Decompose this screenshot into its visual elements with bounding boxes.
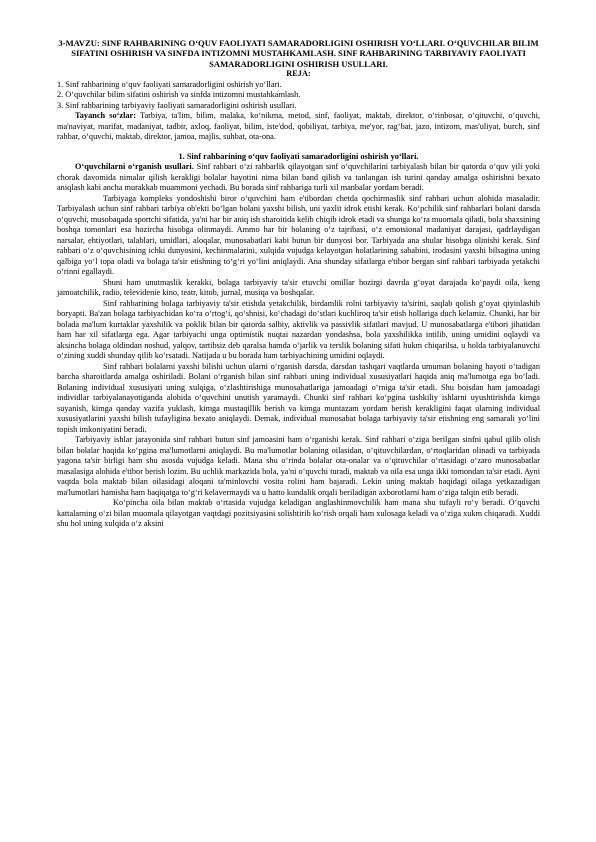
body-paragraph: Sinf rahbari bolalarni yaxshi bilishi uchun ularni o‘rganish darsda, darsdan tashqari vaqtlarda umuman bolaning hayoti o‘tadigan barcha sharoitlarda amalga oshiriladi. Bolani o‘rganish bilan sinf rahbari uning individual xususiyatlari haqida aniq ma'lumotga ega bo‘ladi. Bolaning individual xususiyati uning xulqiga, o‘zlashtirishiga munosabatlariga jamoadagi o‘rniga ta'sir etadi. Shu boisdan ham jamoadagi individlar tarbiyalanayotiganda alohida o‘quvchini unutish yaramaydi. Chunki sinf rahbari ko‘pgina tashkiliy ishlarni uyushtirishda kimga suyanish, kimga qanday vazifa yuklash, kimga mustaqillik berish va kimga muntazam yordam berish kerakligini faqat ularning individual xususiyatlarini yaxshi bilish tufayligina bexato aniqlaydi. Demak, individual munosabat bolaga tarbiyaviy ta'sir etishning eng samarali yo‘lini topish imkoniyatini beradi. <box>57 361 540 434</box>
keywords-label: Tayanch so‘zlar: <box>75 111 136 121</box>
plan-heading: REJA: <box>286 69 311 79</box>
plan-item: 2. O‘quvchilar bilim sifatini oshirish va sinfda intizomni mustahkamlash. <box>57 90 301 100</box>
lead-paragraph <box>57 162 540 194</box>
keywords-text: Tarbiya, ta'lim, bilim, malaka, ko‘nikma, metod, sinf, faoliyat, maktab, direktor, o‘rinbosar, o‘qituvchi, o‘quvchi, ma'naviyat, marifat, madaniyat, tadbir, axloq, faoliyat, bilim, iste'dod, qobiliyat, tarbiya, me'yor, rag‘bat, jazo, intizom, mas'uliyat, burch, sinf rahbar, o‘quvchi, maktab, direktor, jamoa, majlis, suhbat, ota-ona. <box>57 111 540 142</box>
lead-text: Sinf rahbari o‘zi rahbarlik qilayotgan sinf o‘quvchilarini tarbiyalash bilan bir qatorda o‘quv yili yoki chorak davomida nimalar qilish kerakligi bolalar hayotini nima bilan band qilish va tanlangan ish turini qanday amalga oshirishni bexato aniqlash kabi ancha murakkab muammoni yechadi. Bu borada sinf rahbariga turli xil manbalar yordam beradi. <box>57 162 540 193</box>
keywords-paragraph <box>57 111 540 143</box>
plan-item: 3. Sinf rahbarining tarbiyaviy faoliyati samaradorligini oshirish usullari. <box>57 100 297 110</box>
plan-list <box>57 80 540 112</box>
plan-item: 1. Sinf rahbarining o‘quv faoliyati samaradorligini oshirish yo‘llari. <box>57 79 282 89</box>
body-paragraph: Tarbiyaviy ishlar jarayonida sinf rahbari butun sinf jamoasini ham o‘rganishi kerak. Sinf rahbari o‘ziga berilgan sinfni qabul qilib olish bilan bolalar haqida ko‘pgina ma'lumotlarni aniqlaydi. Bu ma'lumotlar bolaning oilasidan, o‘qituvchilardan, o‘rtoqlaridan olinadi va tarbiyada yagona ta'sir birligi ham shu asosda vujudga keladi. Mana shu o‘rinda bolalar ota-onalar va o‘qituvchilar o‘rtasidagi o‘zaro munosabatlar masalasiga alohida e'tibor berish lozim. Bu uchlik markazida bola, ya'ni o‘quvchi turadi, maktab va oila esa unga ikki tomondan ta'sir etadi. Ayni vaqtda bola maktab bilan oilasidagi aloqani ta'minlovchi vosita rolini ham bajaradi. Lekin uning maktab haqidagi oilaga yetkazadigan ma'lumotlari hamisha ham haqiqatga to‘g‘ri kelavermaydi va u hatto kundalik orqali beriladigan axborotlarni ham o‘ziga talqin etib beradi. <box>57 435 540 497</box>
body-paragraph: Shuni ham unutmaslik kerakki, bolaga tarbiyaviy ta'sir etuvchi omillar hozirgi davrda g‘oyat darajada ko‘paydi oila, keng jamoatchilik, radio, televidenie kino, teatr, kitob, jurnal, musiqa va boshqalar. <box>57 277 540 298</box>
body-paragraph: Ko‘pincha oila bilan maktab o‘rtasida vujudga keladigan anglashinmovchilik ham mana shu tufayli ro‘y beradi. O‘quvchi kattalarning o‘zi bilan muomala qilayotgan vaqtdagi pozitsiyasini solishtirib ko‘rish orqali ham xulosaga keladi va o‘ziga xukm chiqaradi. Xuddi shu hol uning xulqida o‘z aksini <box>57 498 540 529</box>
body-paragraph: Tarbiyaga kompleks yondoshishi biror o‘quvchini ham e'tibordan chetda qochirmaslik sinf rahbari uchun alohida masaladir. Tarbiyalash uchun sinf rahbari tarbiya ob'ekti bo‘lgan bolani yaxshi bilish, uni yaxlit idrok etishi kerak. Ko‘pchilik sinf rahbarlari bolani darsda o‘quvchi, musobaqada sportchi sifatida, ya'ni har bir aniq ish sharoitida kelib chiqib idrok etadi va shunga ko‘ra muomala qiladi, bola shaxsining boshqa tomonlari esa hozircha hisobga olinmaydi. Ammo har bir bolaning o‘z tajribasi, o‘z emotsional madaniyat darajasi, qadrlaydigan narsalar, ehtiyotlari, talablari, umidlari, aloqalar, munosabatlari kabi butun bir dunyosi bor. Tarbiyada ana shular hisobga olinishi kerak. Sinf rahbari o‘z o‘quvchisining ichki dunyosini, kechinmalarini, xulqida vujudga kelayotgan holatlarining sababini, irodasini yaxshi bilsagina uning qalbiga yo‘l topa oladi va bolaga ta'sir etishning to‘g‘ri yo‘lini aniqlaydi. Ana shunday sifatlarga e'tibor bergan sinf rahbari tarbiyada yetakchi o‘rinni egallaydi. <box>57 193 540 277</box>
lead-bold-label: O‘quvchilarni o‘rganish usullari. <box>75 162 194 172</box>
body-paragraph: Sinf rahbarining bolaga tarbiyaviy ta'sir etishda yetakchilik, birdamlik rolni tarbiyaviy ta'sirini, saqlab qolish g‘oyat qiyinlashib boryapti. Ba'zan bolaga tarbiyachidan ko‘ra o‘rtog‘i, qo‘shnisi, ko‘chadagi do‘stlari kuchliroq ta'sir etish hollariga duch kelamiz. Chunki, har bir bolada ma'lum kurtaklar yaxshilik va poklik bilan bir qatorda salbiy, aktivlik va passivlik sifatlari mavjud. U munosabatlarga e'tibori jihatidan ham har xil sifatlarga ega. Agar tarbiyachi unga optimistik nuqtai nazardan yondashsa, bola yaxshilikka intilib, uning umidini oqlaydi va aksincha bolaga oldindan noshud, yalqov, tartibsiz deb qaralsa hamda o‘jarlik va terslik bolaning sifati hukm chiqarilsa, u holda tarbiyalanuvchi o‘zining xuddi shunday qilib ko‘rsatadi. Natijada u bu borada ham tarbiyachining umidini oqlaydi. <box>57 298 540 361</box>
section-heading: 1. Sinf rahbarining o‘quv faoliyati samaradorligini oshirish yo‘llari. <box>178 151 419 161</box>
document-title: 3-MAVZU: SINF RAHBARINING O‘QUV FAOLIYATI SAMARADORLIGINI OSHIRISH YO‘LLARI. O‘QUVCHILAR BILIM SIFATINI OSHIRISH VA SINFDA INTIZOMNI MUSTAHKAMLASH. SINF RAHBARINING TARBIYAVIY FAOLIYATI SAMARADORLIGINI OSHIRISH USULLARI. <box>58 38 539 69</box>
